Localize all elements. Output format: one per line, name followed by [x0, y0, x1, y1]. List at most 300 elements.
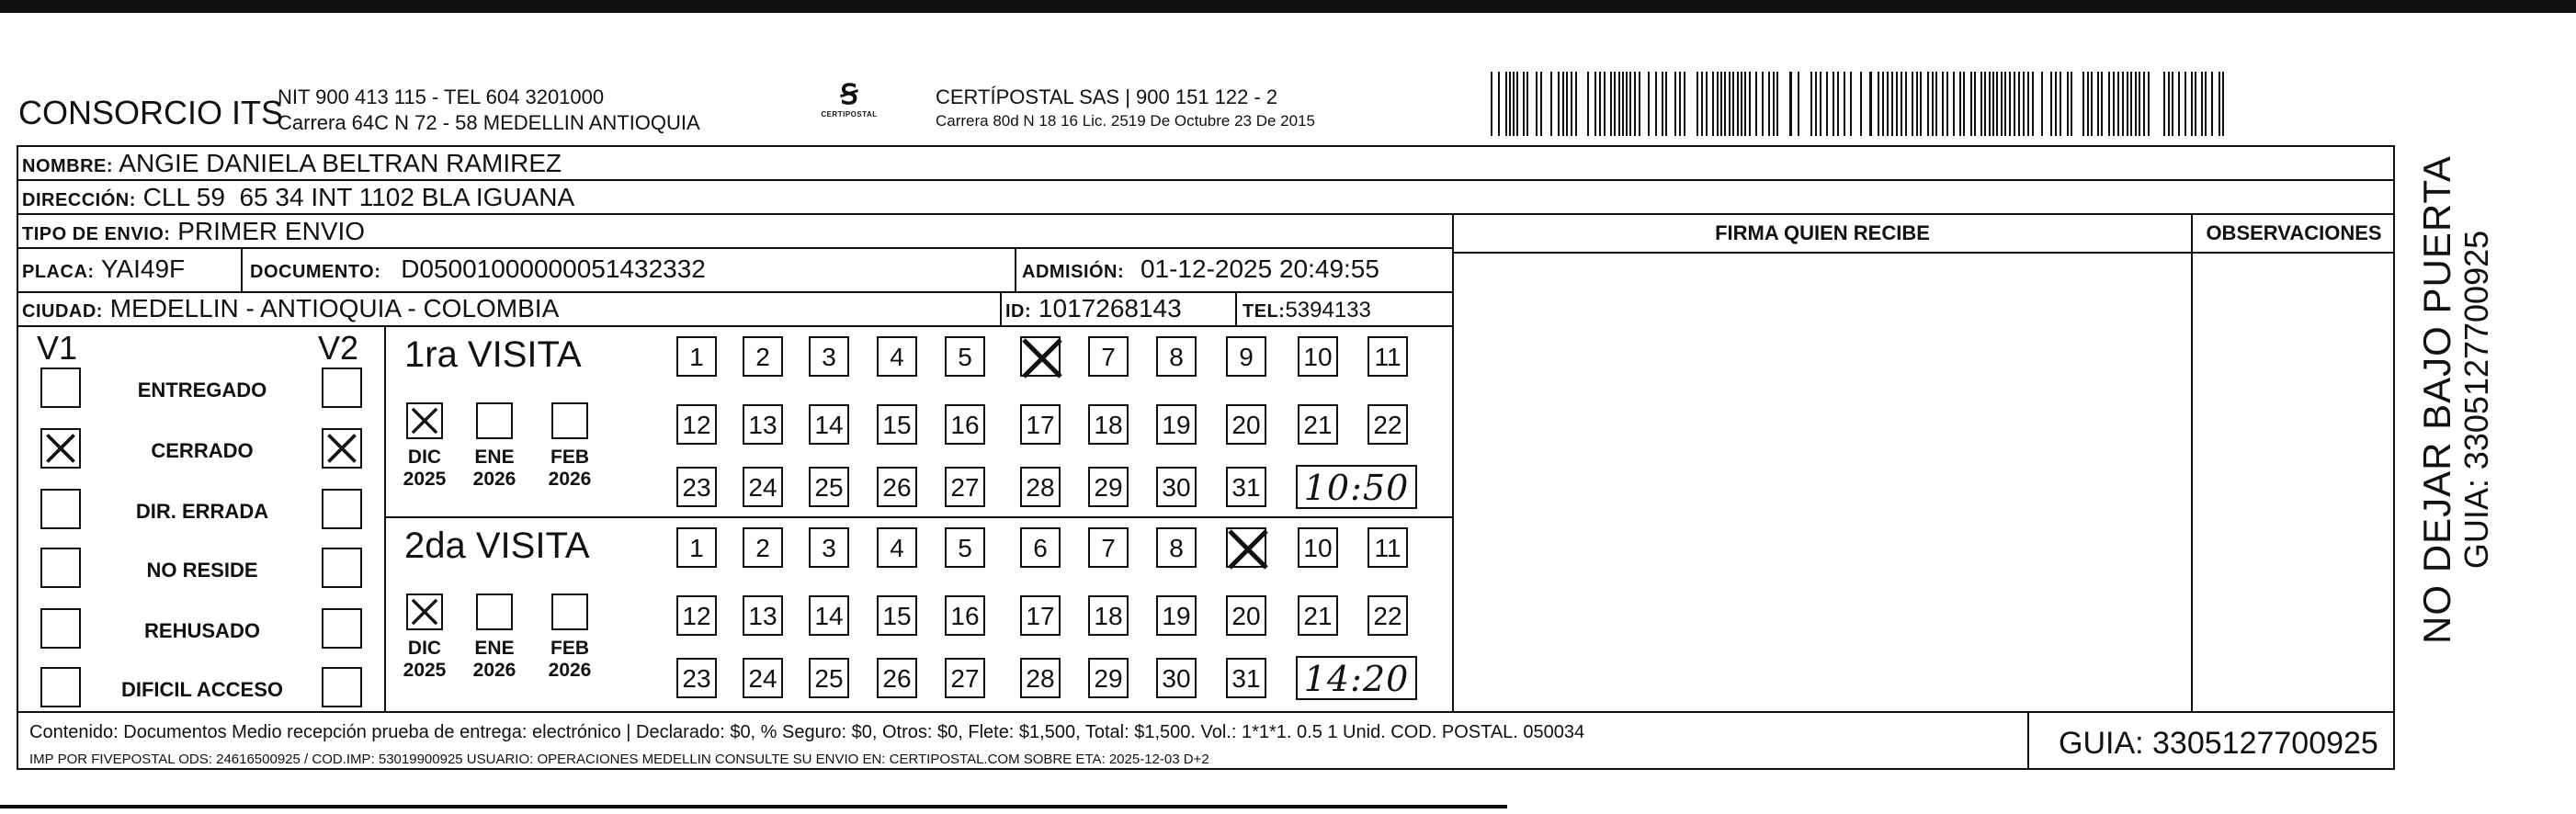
- barcode-bar: [1935, 72, 1937, 136]
- barcode-bar: [1665, 72, 1667, 136]
- barcode-bar: [2113, 72, 2115, 136]
- visit-2-day-box[interactable]: 8: [1156, 527, 1197, 568]
- visit-1-day-box[interactable]: 27: [945, 467, 985, 507]
- v2-header: V2: [318, 329, 359, 367]
- visit-2-day-box[interactable]: 2: [743, 527, 783, 568]
- visit-2-month-checkbox[interactable]: [551, 594, 588, 630]
- x-mark-icon: [1224, 526, 1272, 573]
- barcode-bar: [2067, 72, 2069, 136]
- barcode-bar: [2222, 72, 2224, 136]
- barcode-bar: [1887, 72, 1889, 136]
- barcode-bar: [1844, 72, 1845, 136]
- row-divider: [1452, 252, 2395, 254]
- barcode-bar: [1916, 72, 1918, 136]
- city-label: CIUDAD:: [22, 301, 103, 322]
- barcode-bar: [1773, 72, 1775, 136]
- visit-2-day-box[interactable]: 27: [945, 658, 985, 698]
- visit-2-day-box[interactable]: 18: [1088, 595, 1129, 636]
- barcode-bar: [1882, 72, 1884, 136]
- visit-2-day-box[interactable]: [1226, 527, 1266, 568]
- month-year: 2026: [548, 469, 592, 490]
- cell-divider: [2027, 711, 2029, 770]
- barcode-bar: [1491, 72, 1492, 136]
- barcode-bar: [1575, 72, 1577, 136]
- month-name: ENE: [474, 447, 515, 468]
- barcode-bar: [1509, 72, 1511, 136]
- barcode-bar: [2027, 72, 2029, 136]
- barcode-bar: [1706, 72, 1708, 136]
- visit-2-time[interactable]: 14:20: [1296, 656, 1417, 700]
- visit-1-day-box[interactable]: 9: [1226, 336, 1266, 377]
- status-v2-checkbox[interactable]: [322, 367, 362, 408]
- barcode-bar: [1905, 72, 1907, 136]
- status-v1-checkbox[interactable]: [40, 667, 81, 707]
- id-label: ID:: [1005, 301, 1032, 322]
- visit-2-day-box[interactable]: 1: [676, 527, 717, 568]
- visit-1-day-box[interactable]: 3: [809, 336, 849, 377]
- visit-1-month-label: [403, 447, 447, 491]
- visit-2-day-box[interactable]: 3: [809, 527, 849, 568]
- visit-2-day-box[interactable]: 26: [877, 658, 917, 698]
- document-label: DOCUMENTO:: [250, 262, 381, 282]
- visit-2-month-checkbox[interactable]: [406, 594, 443, 630]
- barcode-bar: [1729, 72, 1731, 136]
- barcode-bar: [1717, 72, 1719, 136]
- barcode-bar: [1837, 72, 1839, 136]
- barcode-bar: [1622, 72, 1624, 136]
- visit-2-day-box[interactable]: 22: [1367, 595, 1408, 636]
- guia-number: GUIA: 3305127700925: [2059, 726, 2378, 761]
- address-label: DIRECCIÓN:: [22, 190, 136, 210]
- visit-1-day-box[interactable]: 19: [1156, 404, 1197, 445]
- row-divider: [17, 325, 1452, 327]
- visit-1-day-box[interactable]: 10: [1298, 336, 1338, 377]
- barcode-bar: [1674, 72, 1676, 136]
- barcode-bar: [1610, 72, 1612, 136]
- visit-2-day-box[interactable]: 23: [676, 658, 717, 698]
- status-label: ENTREGADO: [137, 379, 267, 401]
- barcode-bar: [2163, 72, 2165, 136]
- visit-1-time[interactable]: 10:50: [1296, 465, 1417, 509]
- barcode-bar: [1626, 72, 1628, 136]
- company-info: [278, 85, 700, 136]
- status-v2-checkbox[interactable]: [322, 548, 362, 588]
- visit-1-day-box[interactable]: 16: [945, 404, 985, 445]
- barcode-bar: [2050, 72, 2052, 136]
- visit-2-day-box[interactable]: 21: [1298, 595, 1338, 636]
- barcode-bar: [2023, 72, 2025, 136]
- barcode-bar: [2172, 72, 2173, 136]
- content-line: Contenido: Documentos Medio recepción prueba de entrega: electrónico | Declarado: $0, % Seguro: $0, Otros: $0, Flete: $1,500, Total: $1,500. Vol.: 1*1*1. 0.5 1 Unid. COD. POSTAL. 050034: [29, 722, 1585, 742]
- barcode-bar: [1513, 72, 1515, 136]
- barcode-bar: [1562, 72, 1564, 136]
- barcode-bar: [1540, 72, 1542, 136]
- visit-2-day-box[interactable]: 13: [743, 595, 783, 636]
- visit-2-month-label: [472, 638, 516, 682]
- barcode-bar: [1942, 72, 1944, 136]
- visit-1-day-box[interactable]: 28: [1020, 467, 1061, 507]
- barcode-bar: [1992, 72, 1994, 136]
- barcode-bar: [1927, 72, 1929, 136]
- month-name: ENE: [474, 638, 515, 659]
- barcode-bar: [1599, 72, 1601, 136]
- company-address: Carrera 64C N 72 - 58 MEDELLIN ANTIOQUIA: [278, 111, 700, 134]
- cell-divider: [1000, 291, 1002, 325]
- barcode-bar: [1878, 72, 1879, 136]
- cell-divider: [1235, 291, 1237, 325]
- barcode-bar: [1558, 72, 1560, 136]
- barcode-bar: [2082, 72, 2084, 136]
- barcode-bar: [2195, 72, 2196, 136]
- status-label: DIR. ERRADA: [135, 500, 269, 523]
- barcode-bar: [2211, 72, 2213, 136]
- barcode-bar: [1701, 72, 1703, 136]
- visit-1-title: 1ra VISITA: [404, 334, 582, 375]
- visit-1-day-box[interactable]: 15: [877, 404, 917, 445]
- visit-2-day-box[interactable]: 14: [809, 595, 849, 636]
- column-divider: [1452, 213, 1454, 711]
- barcode-bar: [2108, 72, 2110, 136]
- visit-2-day-box[interactable]: 15: [877, 595, 917, 636]
- name-field: [22, 150, 562, 180]
- visit-1-day-box[interactable]: 22: [1367, 404, 1408, 445]
- barcode: [1491, 72, 2228, 136]
- logo-glyph-icon: Ꞩ: [840, 80, 858, 110]
- month-year: 2026: [472, 469, 516, 490]
- visit-2-day-box[interactable]: 24: [743, 658, 783, 698]
- status-v2-checkbox[interactable]: [322, 667, 362, 707]
- visit-1-day-box[interactable]: 20: [1226, 404, 1266, 445]
- month-year: 2025: [403, 660, 447, 681]
- barcode-bar: [2101, 72, 2103, 136]
- barcode-bar: [1662, 72, 1663, 136]
- visit-1-day-box[interactable]: 4: [877, 336, 917, 377]
- barcode-bar: [1820, 72, 1821, 136]
- cell-divider: [241, 247, 243, 291]
- visit-divider: [384, 516, 1452, 518]
- tel-label: TEL:: [1243, 301, 1286, 322]
- plate-value: YAI49F: [100, 254, 186, 283]
- barcode-bar: [1737, 72, 1739, 136]
- visit-1-month-checkbox[interactable]: [406, 402, 443, 439]
- barcode-bar: [1932, 72, 1934, 136]
- status-v2-checkbox[interactable]: [322, 428, 362, 469]
- name-label: NOMBRE:: [22, 156, 114, 176]
- company-nit: NIT 900 413 115 - TEL 604 3201000: [278, 85, 605, 108]
- barcode-bar: [1634, 72, 1636, 136]
- barcode-bar: [1891, 72, 1893, 136]
- id-field: [1005, 295, 1182, 325]
- barcode-bar: [1850, 72, 1852, 136]
- barcode-bar: [1697, 72, 1698, 136]
- visit-2-day-box[interactable]: 7: [1088, 527, 1129, 568]
- barcode-bar: [1720, 72, 1722, 136]
- barcode-bar: [1974, 72, 1976, 136]
- barcode-bar: [2205, 72, 2207, 136]
- visit-1-day-box[interactable]: 18: [1088, 404, 1129, 445]
- barcode-bar: [2071, 72, 2072, 136]
- visit-1-day-box[interactable]: 30: [1156, 467, 1197, 507]
- barcode-bar: [1655, 72, 1657, 136]
- visit-1-day-box[interactable]: 7: [1088, 336, 1129, 377]
- visit-1-month-label: [548, 447, 592, 491]
- visit-1-month-checkbox[interactable]: [551, 402, 588, 439]
- month-year: 2026: [548, 660, 592, 681]
- barcode-bar: [2004, 72, 2006, 136]
- side-guia: GUIA: 3305127700925: [2457, 230, 2495, 570]
- barcode-bar: [1826, 72, 1828, 136]
- barcode-bar: [1755, 72, 1757, 136]
- status-label: NO RESIDE: [146, 559, 258, 582]
- visit-2-day-box[interactable]: 20: [1226, 595, 1266, 636]
- visit-1-day-box[interactable]: 13: [743, 404, 783, 445]
- visit-2-day-box[interactable]: 11: [1367, 527, 1408, 568]
- barcode-bar: [1679, 72, 1681, 136]
- visit-1-day-box[interactable]: 23: [676, 467, 717, 507]
- barcode-bar: [1946, 72, 1948, 136]
- side-notice: [2416, 155, 2495, 644]
- recipient-name: ANGIE DANIELA BELTRAN RAMIREZ: [119, 149, 562, 177]
- barcode-bar: [2168, 72, 2170, 136]
- month-name: FEB: [550, 447, 589, 468]
- tel-field: [1243, 297, 1371, 325]
- plate-field: [22, 255, 185, 286]
- barcode-bar: [1587, 72, 1589, 136]
- x-mark-icon: [323, 430, 360, 467]
- footer-divider: [17, 711, 2395, 713]
- visit-2-day-box[interactable]: 28: [1020, 658, 1061, 698]
- barcode-bar: [2130, 72, 2132, 136]
- barcode-bar: [2091, 72, 2093, 136]
- visit-1-day-box[interactable]: 11: [1367, 336, 1408, 377]
- visit-1-day-box[interactable]: 1: [676, 336, 717, 377]
- barcode-bar: [2014, 72, 2015, 136]
- barcode-bar: [2041, 72, 2043, 136]
- visit-2-month-label: [548, 638, 592, 682]
- x-mark-icon: [42, 430, 79, 467]
- visit-2-day-box[interactable]: 10: [1298, 527, 1338, 568]
- visit-1-day-box[interactable]: [1020, 336, 1061, 377]
- x-mark-icon: [408, 595, 441, 628]
- v1-header: V1: [37, 329, 78, 367]
- barcode-bar: [1869, 72, 1872, 136]
- tel-value: 5394133: [1285, 298, 1371, 322]
- barcode-bar: [1594, 72, 1596, 136]
- barcode-bar: [2148, 72, 2150, 136]
- visit-1-day-box[interactable]: 2: [743, 336, 783, 377]
- address-field: [22, 184, 574, 214]
- barcode-bar: [1953, 72, 1955, 136]
- visit-2-day-box[interactable]: 30: [1156, 658, 1197, 698]
- status-v1-checkbox[interactable]: [40, 608, 81, 649]
- observations-header: OBSERVACIONES: [2206, 221, 2382, 244]
- visit-1-day-box[interactable]: 24: [743, 467, 783, 507]
- barcode-bar: [1571, 72, 1572, 136]
- barcode-bar: [1920, 72, 1922, 136]
- signature-header: FIRMA QUIEN RECIBE: [1715, 221, 1930, 244]
- visit-1-day-box[interactable]: 12: [676, 404, 717, 445]
- barcode-bar: [1860, 72, 1862, 136]
- visit-2-day-box[interactable]: 17: [1020, 595, 1061, 636]
- barcode-bar: [2055, 72, 2057, 136]
- visit-1-day-box[interactable]: 14: [809, 404, 849, 445]
- status-label: REHUSADO: [144, 619, 260, 642]
- barcode-bar: [1523, 72, 1525, 136]
- month-name: DIC: [407, 638, 442, 659]
- barcode-bar: [1648, 72, 1650, 136]
- plate-label: PLACA:: [22, 262, 95, 282]
- barcode-bar: [1712, 72, 1714, 136]
- barcode-bar: [2178, 72, 2180, 136]
- visit-1-day-box[interactable]: 31: [1226, 467, 1266, 507]
- visit-1-day-box[interactable]: 5: [945, 336, 985, 377]
- barcode-bar: [1980, 72, 1982, 136]
- barcode-bar: [2201, 72, 2203, 136]
- barcode-bar: [1959, 72, 1961, 136]
- visit-2-title: 2da VISITA: [404, 526, 590, 566]
- ship-type-label: TIPO DE ENVIO:: [22, 224, 171, 244]
- barcode-bar: [1833, 72, 1834, 136]
- barcode-bar: [1768, 72, 1770, 136]
- visit-1-day-box[interactable]: 29: [1088, 467, 1129, 507]
- barcode-bar: [1732, 72, 1734, 136]
- status-label: DIFICIL ACCESO: [120, 678, 283, 701]
- x-mark-icon: [1018, 334, 1066, 382]
- barcode-bar: [1536, 72, 1538, 136]
- barcode-bar: [1744, 72, 1746, 136]
- barcode-bar: [1996, 72, 1998, 136]
- barcode-bar: [1815, 72, 1817, 136]
- barcode-bar: [2060, 72, 2061, 136]
- month-year: 2025: [403, 469, 447, 490]
- x-mark-icon: [408, 404, 441, 437]
- visit-2-day-box[interactable]: 12: [676, 595, 717, 636]
- barcode-bar: [1901, 72, 1902, 136]
- barcode-bar: [1516, 72, 1518, 136]
- barcode-bar: [2122, 72, 2124, 136]
- visit-1-day-box[interactable]: 8: [1156, 336, 1197, 377]
- barcode-bar: [1566, 72, 1568, 136]
- cell-divider: [1015, 247, 1016, 291]
- status-v2-checkbox[interactable]: [322, 608, 362, 649]
- document-value: D05001000000051432332: [401, 254, 706, 283]
- barcode-bar: [1789, 72, 1792, 136]
- barcode-bar: [2018, 72, 2020, 136]
- certipostal-logo: [812, 81, 886, 136]
- ship-type-field: [22, 218, 365, 248]
- barcode-bar: [1614, 72, 1616, 136]
- logo-text: CERTIPOSTAL: [821, 110, 878, 119]
- barcode-bar: [1989, 72, 1991, 136]
- recipient-address: CLL 59 65 34 INT 1102 BLA IGUANA: [142, 183, 575, 211]
- city-value: MEDELLIN - ANTIOQUIA - COLOMBIA: [109, 294, 560, 322]
- visit-2-day-box[interactable]: 4: [877, 527, 917, 568]
- no-dejar-bajo-puerta: NO DEJAR BAJO PUERTA: [2415, 155, 2458, 644]
- barcode-bar: [1896, 72, 1898, 136]
- visit-2-day-box[interactable]: 5: [945, 527, 985, 568]
- admission-label: ADMISIÓN:: [1022, 262, 1125, 282]
- barcode-bar: [1970, 72, 1972, 136]
- visit-1-day-box[interactable]: 25: [809, 467, 849, 507]
- id-value: 1017268143: [1038, 294, 1182, 322]
- barcode-bar: [2191, 72, 2193, 136]
- barcode-bar: [2097, 72, 2099, 136]
- barcode-bar: [1776, 72, 1778, 136]
- status-v1-checkbox[interactable]: [40, 548, 81, 588]
- column-divider: [2191, 213, 2193, 711]
- visit-2-day-box[interactable]: 29: [1088, 658, 1129, 698]
- visit-2-day-box[interactable]: 16: [945, 595, 985, 636]
- month-name: FEB: [550, 638, 589, 659]
- barcode-bar: [2009, 72, 2011, 136]
- status-v1-checkbox[interactable]: [40, 367, 81, 408]
- barcode-bar: [1550, 72, 1552, 136]
- document-field: [250, 255, 706, 286]
- certipostal-address: Carrera 80d N 18 16 Lic. 2519 De Octubre 23 De 2015: [936, 112, 1315, 130]
- top-border: [0, 0, 2576, 13]
- visit-2-month-label: [403, 638, 447, 682]
- visit-2-day-box[interactable]: 25: [809, 658, 849, 698]
- status-v1-checkbox[interactable]: [40, 489, 81, 529]
- barcode-bar: [1810, 72, 1812, 136]
- visit-1-day-box[interactable]: 17: [1020, 404, 1061, 445]
- barcode-bar: [1762, 72, 1764, 136]
- barcode-bar: [1639, 72, 1640, 136]
- barcode-bar: [1498, 72, 1500, 136]
- city-field: [22, 295, 559, 325]
- visit-1-month-checkbox[interactable]: [476, 402, 513, 439]
- visit-1-day-box[interactable]: 21: [1298, 404, 1338, 445]
- barcode-bar: [2032, 72, 2034, 136]
- barcode-bar: [2143, 72, 2145, 136]
- ship-type-value: PRIMER ENVIO: [177, 217, 366, 245]
- barcode-bar: [1963, 72, 1965, 136]
- certipostal-info: [936, 85, 1315, 132]
- barcode-bar: [1798, 72, 1799, 136]
- barcode-bar: [2001, 72, 2003, 136]
- barcode-bar: [2117, 72, 2119, 136]
- month-year: 2026: [472, 660, 516, 681]
- visit-2-day-box[interactable]: 19: [1156, 595, 1197, 636]
- visit-1-day-box[interactable]: 26: [877, 467, 917, 507]
- barcode-bar: [2135, 72, 2137, 136]
- barcode-bar: [2219, 72, 2220, 136]
- barcode-bar: [1741, 72, 1742, 136]
- visit-1-month-label: [472, 447, 516, 491]
- bottom-border: [0, 805, 1507, 808]
- visit-2-day-box[interactable]: 6: [1020, 527, 1061, 568]
- admission-value: 01-12-2025 20:49:55: [1140, 254, 1379, 283]
- month-name: DIC: [407, 447, 442, 468]
- barcode-bar: [1984, 72, 1986, 136]
- barcode-bar: [1604, 72, 1606, 136]
- barcode-bar: [1749, 72, 1751, 136]
- barcode-bar: [1526, 72, 1528, 136]
- barcode-bar: [1724, 72, 1726, 136]
- barcode-bar: [1505, 72, 1507, 136]
- barcode-bar: [1618, 72, 1620, 136]
- status-v1-checkbox[interactable]: [40, 428, 81, 469]
- visit-2-month-checkbox[interactable]: [476, 594, 513, 630]
- certipostal-nit: CERTÍPOSTAL SAS | 900 151 122 - 2: [936, 85, 1278, 108]
- barcode-bar: [1684, 72, 1685, 136]
- status-label: CERRADO: [151, 439, 254, 462]
- status-v2-checkbox[interactable]: [322, 489, 362, 529]
- company-name: CONSORCIO ITS: [18, 94, 284, 131]
- visit-2-day-box[interactable]: 31: [1226, 658, 1266, 698]
- barcode-bar: [2127, 72, 2128, 136]
- admission-field: [1022, 255, 1379, 286]
